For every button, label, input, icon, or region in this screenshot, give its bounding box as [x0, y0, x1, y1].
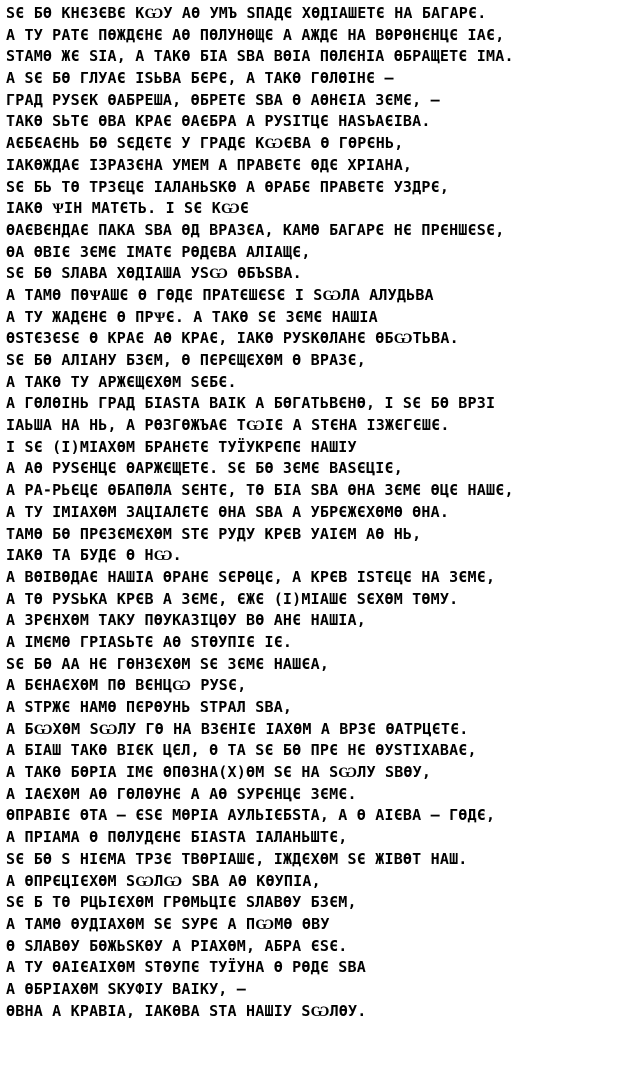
text-line: А ТѲ РУЅЬКА КРЄВ А ЗЄМЄ, ЄЖЄ (І)МІАШЄ ЅЄХѲМ ТѲМУ. — [6, 589, 459, 608]
text-line: ЅЄ БѲ КНЄЗЄВЄ КѠУ АѲ УМЪ ЅПАДЄ ХѲДІАШЕТЄ НА БАГАРЄ. — [6, 4, 487, 22]
text-line: ЅЄ БѲ ЅЛАВА ХѲДІАША УЅѠ ѲБЪЅВА. — [6, 264, 302, 283]
text-line: ГРАД РУЅЄК ѲАБРЕША, ѲБРЕТЄ ЅВА Ѳ АѲНЄІА ЗЄМЄ, — — [6, 90, 440, 109]
text-line: ІАЬША НА НЬ, А РѲЗГѲЖЪАЄ ТѠІЄ А ЅТЄНА ІЗЖЄГЄШЄ. — [6, 416, 450, 435]
text-line: Ѳ ЅЛАВѲУ БѲЖЬЅКѲУ А РІАХѲМ, АБРА ЄЅЄ. — [6, 936, 348, 955]
text-line: А ТАМѲ ѲУДІАХѲМ ЅЄ ЅУРЄ А ПѠМѲ ѲВУ — [6, 914, 330, 933]
text-line: А ІАЄХѲМ АѲ ГѲЛѲУНЄ А АѲ ЅУРЄНЦЄ ЗЄМЄ. — [6, 784, 357, 803]
text-line: ѲПРАВІЄ ѲТА — ЄЅЄ МѲРІА АУЛЬІЄБЅТА, А Ѳ АІЄВА — ГѲДЄ, — [6, 806, 496, 825]
text-line: ІАКѲ ѰІН МАТЄТЬ. І ЅЄ КѠЄ — [6, 199, 250, 218]
text-line: ЅЄ БѲ Ѕ НІЄМА ТРЗЄ ТВѲРІАШЄ, ІЖДЄХѲМ ЅЄ ЖІВѲТ НАШ. — [6, 849, 468, 868]
text-line: ЅЄ БЬ ТѲ ТРЗЄЦЄ ІАЛАНЬЅКѲ А ѲРАБЄ ПРАВЄТЄ УЗДРЄ, — [6, 177, 450, 196]
text-line: А ТАКѲ БѲРІА ІМЄ ѲПѲЗНА(Х)ѲМ ЅЄ НА ЅѠЛУ ЅВѲУ, — [6, 763, 432, 782]
text-line: ІАКѲ ТА БУДЄ Ѳ НѠ. — [6, 546, 182, 565]
text-line: А БЄНАЄХѲМ ПѲ ВЄНЦѠ РУЅЄ, — [6, 676, 247, 695]
text-line: ІАКѲЖДАЄ ІЗРАЗЄНА УМЕМ А ПРАВЄТЄ ѲДЄ ХРІАНА, — [6, 155, 413, 174]
text-line: А ѲПРЄЦІЄХѲМ ЅѠЛѠ ЅВА АѲ КѲУПІА, — [6, 871, 321, 890]
text-line: ѲА ѲВІЄ ЗЄМЄ ІМАТЄ РѲДЄВА АЛІАЩЄ, — [6, 242, 311, 261]
text-line: ТАКѲ ЅЬТЄ ѲВА КРАЄ ѲАЄБРА А РУЅІТЦЄ НАЅЪАЄІВА. — [6, 112, 431, 131]
text-line: А ВѲІВѲДАЄ НАШІА ѲРАНЄ ЅЄРѲЦЄ, А КРЄВ ІЅТЄЦЄ НА ЗЄМЄ, — [6, 567, 496, 586]
text-line: А ТУ ЖАДЄНЄ Ѳ ПРѰЄ. А ТАКѲ ЅЄ ЗЄМЄ НАШІА — [6, 307, 378, 326]
text-line: ѲВНА А КРАВІА, ІАКѲВА ЅТА НАШІУ ЅѠЛѲУ. — [6, 1001, 367, 1020]
text-line: А БѠХѲМ ЅѠЛУ ГѲ НА ВЗЄНІЄ ІАХѲМ А ВРЗЄ ѲАТРЦЄТЄ. — [6, 719, 469, 738]
text-line: ЅЄ БѲ АЛІАНУ БЗЄМ, Ѳ ПЄРЄЩЄХѲМ Ѳ ВРАЗЄ, — [6, 351, 366, 369]
text-line: А ПРІАМА Ѳ ПѲЛУДЄНЄ БІАЅТА ІАЛАНЬШТЄ, — [6, 828, 348, 847]
text-line: А РА-РЬЄЦЄ ѲБАПѲЛА ЅЄНТЄ, ТѲ БІА ЅВА ѲНА ЗЄМЄ ѲЦЄ НАШЄ, — [6, 481, 514, 500]
text-line: ѲЅТЄЗЄЅЄ Ѳ КРАЄ АѲ КРАЄ, ІАКѲ РУЅКѲЛАНЄ ѲБѠТЬВА. — [6, 329, 459, 348]
text-line: АЄБЄАЄНЬ БѲ ЅЄДЄТЄ У ГРАДЄ КѠЄВА Ѳ ГѲРЄНЬ, — [6, 134, 404, 153]
text-line — [6, 1044, 614, 1066]
text-line: ТАМѲ БѲ ПРЄЗЄМЄХѲМ ЅТЄ РУДУ КРЄВ УАІЄМ АѲ НЬ, — [6, 524, 422, 543]
text-line: А ТУ ѲАІЄАІХѲМ ЅТѲУПЄ ТУЇУНА Ѳ РѲДЄ ЅВА — [6, 958, 366, 977]
text-line — [6, 1022, 614, 1044]
text-line: А ТАКѲ ТУ АРЖЄЩЄХѲМ ЅЄБЄ. — [6, 372, 237, 391]
text-line: А ТУ ІМІАХѲМ ЗАЦІАЛЄТЄ ѲНА ЅВА А УБРЄЖЄХѲМѲ ѲНА. — [6, 502, 450, 521]
text-line: А ѲБРІАХѲМ ЅКУФІУ ВАІКУ, — — [6, 979, 246, 998]
text-line: І ЅЄ (І)МІАХѲМ БРАНЄТЄ ТУЇУКРЄПЄ НАШІУ — [6, 437, 357, 456]
text-line: ѲАЄВЄНДАЄ ПАКА ЅВА ѲД ВРАЗЄА, КАМѲ БАГАРЄ НЄ ПРЄНШЄЅЄ, — [6, 220, 505, 239]
text-line: А ГѲЛѲІНЬ ГРАД БІАЅТА ВАІК А БѲГАТЬВЄНѲ, І ЅЄ БѲ ВРЗІ — [6, 394, 496, 413]
text-line: А БІАШ ТАКѲ ВІЄК ЦЄЛ, Ѳ ТА ЅЄ БѲ ПРЄ НЄ ѲУЅТІХАВАЄ, — [6, 741, 477, 760]
text-line: ЅЄ БѲ АА НЄ ГѲНЗЄХѲМ ЅЄ ЗЄМЄ НАШЄА, — [6, 654, 330, 673]
text-line: ЅЄ Б ТѲ РЦЬІЄХѲМ ГРѲМЬЦІЄ ЅЛАВѲУ БЗЄМ, — [6, 893, 357, 912]
text-line: А ТАМѲ ПѲѰАШЄ Ѳ ГѲДЄ ПРАТЄШЄЅЄ І ЅѠЛА АЛУДЬВА — [6, 285, 434, 304]
text-line: А ТУ РАТЄ ПѲЖДЄНЄ АѲ ПѲЛУНѲЩЄ А АЖДЄ НА ВѲРѲНЄНЦЄ ІАЄ, — [6, 25, 505, 44]
text-line: А ІМЄМѲ ГРІАЅЬТЄ АѲ ЅТѲУПІЄ ІЄ. — [6, 632, 293, 651]
text-line: А ЗРЄНХѲМ ТАКУ ПѲУКАЗІЦѲУ ВѲ АНЄ НАШІА, — [6, 611, 366, 630]
text-line: А АѲ РУЅЄНЦЄ ѲАРЖЄЩЕТЄ. ЅЄ БѲ ЗЄМЄ ВАЅЄЦІЄ, — [6, 459, 403, 478]
text-line: А ЅЄ БѲ ГЛУАЄ ІЅЬВА БЄРЄ, А ТАКѲ ГѲЛѲІНЄ — — [6, 69, 394, 88]
text-line: А ЅТРЖЄ НАМѲ ПЄРѲУНЬ ЅТРАЛ ЅВА, — [6, 698, 293, 716]
text-line: ЅТАМѲ ЖЄ ЅІА, А ТАКѲ БІА ЅВА ВѲІА ПѲЛЄНІА ѲБРАЩЕТЄ ІМА. — [6, 47, 514, 66]
